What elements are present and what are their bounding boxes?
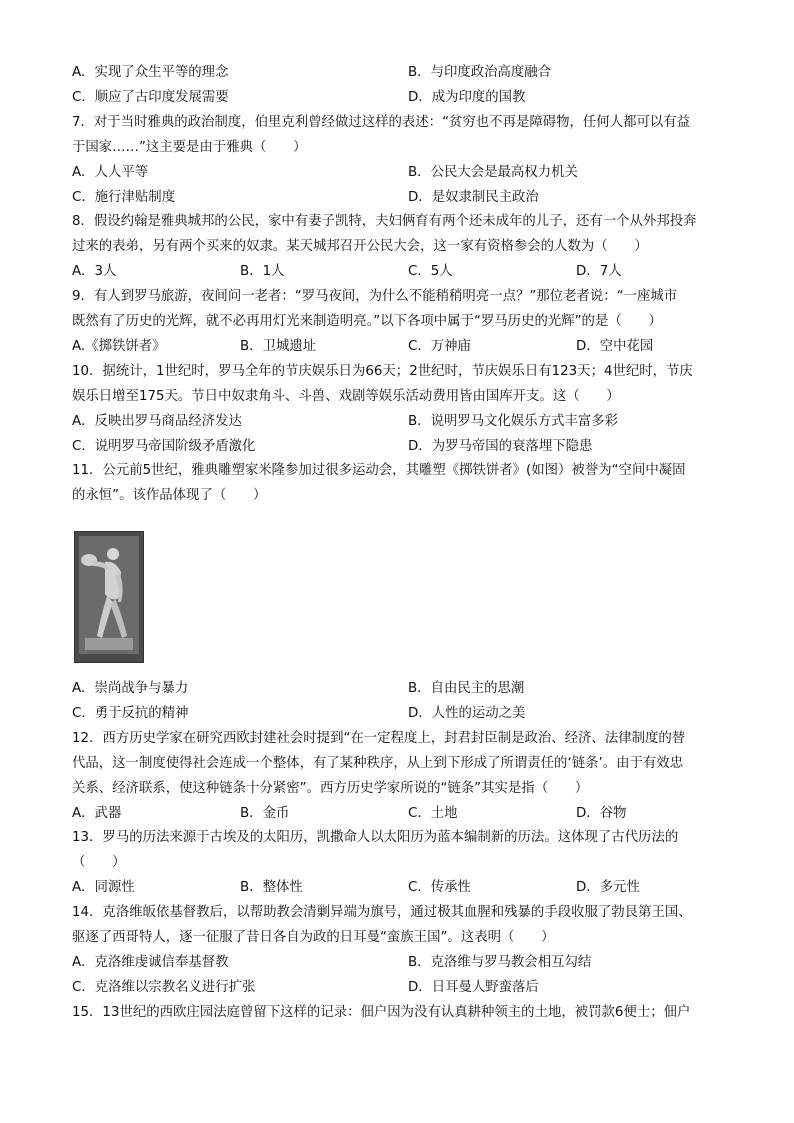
question-text-line: 14．克洛维皈依基督教后，以帮助教会清剿异端为旗号，通过极其血腥和残暴的手段收服了勃艮第王国、 [72,905,692,921]
answer-option: B．克洛维与罗马教会相互勾结 [408,954,592,970]
answer-option: B．卫城遗址 [240,338,317,354]
answer-option: D．谷物 [576,805,627,821]
question-text-line: 既然有了历史的光辉，就不必再用灯光来制造明亮。”以下各项中属于“罗马历史的光辉”的是（ ） [72,314,662,329]
answer-option: A．实现了众生平等的理念 [72,65,229,80]
question-text-line: 11．公元前5世纪，雅典雕塑家米隆参加过很多运动会，其雕塑《掷铁饼者》(如图）被誉为“空间中凝固 [72,463,686,479]
question-text-line: 过来的表弟，另有两个买来的奴隶。某天城邦召开公民大会，这一家有资格参会的人数为（ ） [72,239,648,255]
question-text-line: 的永恒”。该作品体现了（ ） [72,488,267,504]
answer-option: A．人人平等 [72,164,149,180]
question-text-line: （ ） [72,855,126,871]
answer-option: A．同源性 [72,880,135,896]
answer-option: D．日耳曼人野蛮落后 [408,979,539,995]
question-text-line: 15．13世纪的西欧庄园法庭曾留下这样的记录：佃户因为没有认真耕种领主的土地，被罚款6便士；佃户 [72,1004,691,1020]
discus-thrower-image [74,531,144,663]
answer-option: D．是奴隶制民主政治 [408,189,539,205]
answer-option: C．说明罗马帝国阶级矛盾激化 [72,438,256,454]
question-text-line: 娱乐日增至175天。节日中奴隶角斗、斗兽、戏剧等娱乐活动费用皆由国库开支。这（ ） [72,388,620,404]
answer-option: D．空中花园 [576,338,654,354]
question-text-line: 9．有人到罗马旅游，夜间问一老者：“罗马夜间，为什么不能稍稍明亮一点？”那位老者说：“一座城市 [72,289,678,305]
answer-option: A.《掷铁饼者》 [72,338,166,354]
answer-option: D．7人 [576,264,622,280]
answer-option: D．为罗马帝国的衰落埋下隐患 [408,438,593,454]
answer-option: C．勇于反抗的精神 [72,705,189,721]
answer-option: C．顺应了古印度发展需要 [72,89,229,105]
answer-option: B．与印度政治高度融合 [408,65,552,80]
answer-option: B．金币 [240,805,290,821]
answer-option: D．成为印度的国教 [408,89,526,105]
discus-thrower-statue-icon [75,532,143,662]
question-text-line: 驱逐了西哥特人，逐一征服了昔日各自为政的日耳曼“蛮族王国”。这表明（ ） [72,930,555,945]
answer-option: B．说明罗马文化娱乐方式丰富多彩 [408,413,619,429]
question-text-line: 13．罗马的历法来源于古埃及的太阳历，凯撒命人以太阳历为蓝本编制新的历法。这体现了古代历法的 [72,830,679,846]
answer-option: C．5人 [408,264,453,280]
answer-option: D．多元性 [576,880,640,896]
question-text-line: 8．假设约翰是雅典城邦的公民，家中有妻子凯特，夫妇俩育有两个还未成年的儿子，还有一个从外邦投奔 [72,214,697,230]
question-text-line: 关系、经济联系，使这种链条十分紧密”。西方历史学家所说的“链条”其实是指（ ） [72,780,589,796]
answer-option: A．3人 [72,264,117,280]
answer-option: C．传承性 [408,880,471,896]
answer-option: B．整体性 [240,880,303,896]
answer-option: C．万神庙 [408,338,471,354]
answer-option: B．公民大会是最高权力机关 [408,164,578,180]
answer-option: B．1人 [240,264,285,280]
question-text-line: 10．据统计，1世纪时，罗马全年的节庆娱乐日为66天；2世纪时，节庆娱乐日有123天；4世纪时，节庆 [72,363,693,379]
question-text-line: 12．西方历史学家在研究西欧封建社会时提到“在一定程度上，封君封臣制是政治、经济、法律制度的替 [72,730,686,746]
answer-option: B．自由民主的思潮 [408,681,525,696]
answer-option: A．武器 [72,805,122,821]
answer-option: D．人性的运动之美 [408,705,526,721]
question-text-line: 代品，这一制度使得社会连成一个整体，有了某种秩序，从上到下形成了所谓责任的‘链条’。由于有效忠 [72,755,684,771]
answer-option: C．克洛维以宗教名义进行扩张 [72,979,256,995]
answer-option: C．施行津贴制度 [72,189,176,205]
question-text-line: 7．对于当时雅典的政治制度，伯里克利曾经做过这样的表述：“贫穷也不再是障碍物，任何人都可以有益 [72,114,691,130]
answer-option: A．反映出罗马商品经济发达 [72,413,242,429]
answer-option: A．克洛维虔诚信奉基督教 [72,954,229,970]
answer-option: A．崇尚战争与暴力 [72,681,189,696]
question-text-line: 于国家……”这主要是由于雅典（ ） [72,139,307,155]
answer-option: C．土地 [408,805,458,821]
